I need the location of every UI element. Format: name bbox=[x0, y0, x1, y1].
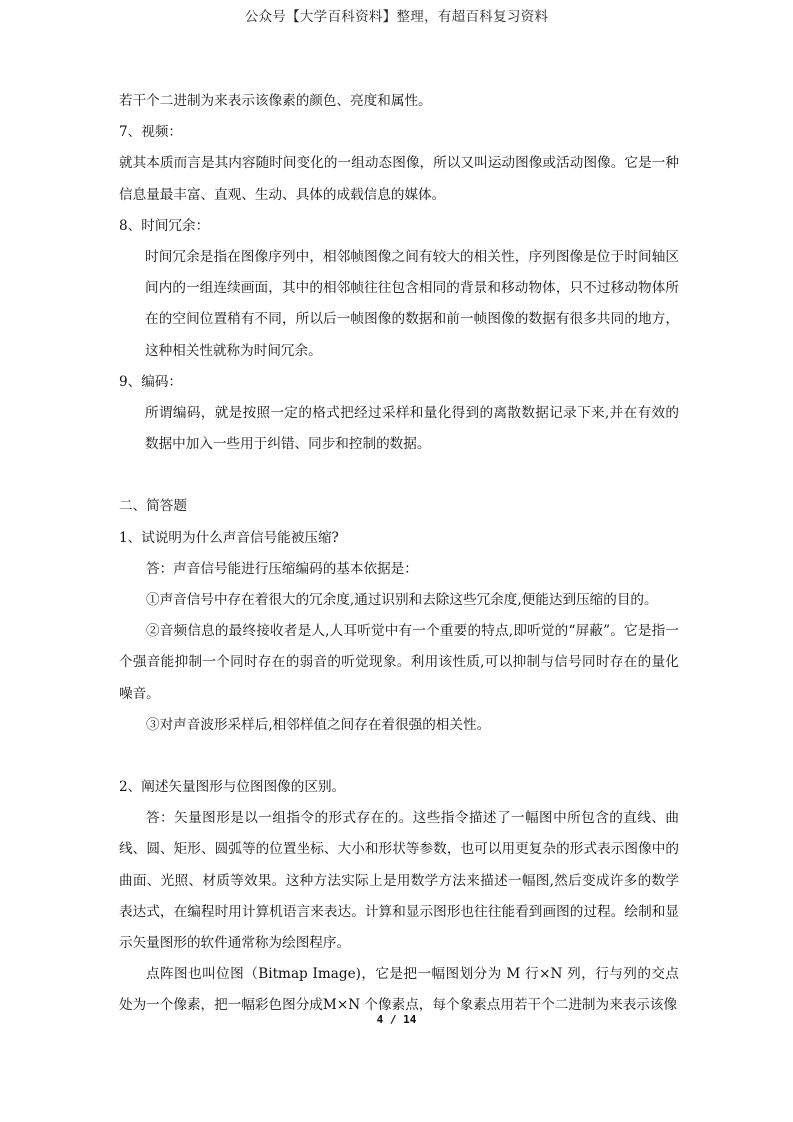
section2-title: 二、简答题 bbox=[119, 498, 187, 515]
item7-title: 7、视频： bbox=[119, 124, 183, 141]
q1-point1: ①声音信号中存在着很大的冗余度,通过识别和去除这些冗余度,便能达到压缩的目的。 bbox=[146, 592, 658, 609]
q1-question: 1、试说明为什么声音信号能被压缩? bbox=[119, 529, 339, 546]
q2-question: 2、阐述矢量图形与位图图像的区别。 bbox=[119, 779, 346, 796]
item9-title: 9、编码： bbox=[119, 373, 183, 390]
document-body bbox=[119, 86, 679, 1022]
q1-answer-intro: 答：声音信号能进行压缩编码的基本依据是： bbox=[146, 560, 418, 577]
item8-body: 时间冗余是指在图像序列中，相邻帧图像之间有较大的相关性，序列图像是位于时间轴区间内的一组连续画面，其中的相邻帧往往包含相同的背景和移动物体，只不过移动物体所在的空间位置稍有不同，所以后一帧图像的数据和前一帧图像的数据有很多共同的地方，这种相关性就称为时间冗余。 bbox=[145, 249, 679, 359]
spacer bbox=[119, 460, 679, 491]
page-header: 公众号【大学百科资料】整理，有超百科复习资料 bbox=[244, 9, 549, 25]
page-number: 4 / 14 bbox=[376, 1013, 417, 1026]
continuation-line: 若干个二进制为来表示该像素的颜色、亮度和属性。 bbox=[119, 93, 432, 109]
item9-body: 所谓编码，就是按照一定的格式把经过采样和量化得到的离散数据记录下来,并在有效的数据中加入一些用于纠错、同步和控制的数据。 bbox=[145, 405, 679, 453]
q2-answer-p1: 答：矢量图形是以一组指令的形式存在的。这些指令描述了一幅图中所包含的直线、曲线、圆、矩形、圆弧等的位置坐标、大小和形状等参数，也可以用更复杂的形式表示图像中的曲面、光照、材质等效果。这种方法实际上是用数学方法来描述一幅图,然后变成许多的数学表达式，在编程时用计算机语言来表达。计算和显示图形也往往能看到画图的过程。绘制和显示矢量图形的软件通常称为绘图程序。 bbox=[119, 810, 679, 952]
item7-body: 就其本质而言是其内容随时间变化的一组动态图像，所以又叫运动图像或活动图像。它是一种信息量最丰富、直观、生动、具体的成载信息的媒体。 bbox=[119, 155, 679, 203]
q1-point2: ②音频信息的最终接收者是人,人耳听觉中有一个重要的特点,即听觉的“屏蔽”。它是指一个强音能抑制一个同时存在的弱音的听觉现象。利用该性质,可以抑制与信号同时存在的量化噪音。 bbox=[119, 623, 679, 702]
item8-title: 8、时间冗余： bbox=[119, 217, 210, 234]
q2-answer-p2: 点阵图也叫位图（Bitmap Image)，它是把一幅图划分为 M 行×N 列，行与列的交点处为一个像素，把一幅彩色图分成M×N 个像素点，每个象素点用若干个二进制为来表示该像 bbox=[119, 966, 679, 1014]
spacer bbox=[119, 741, 679, 772]
q1-point3: ③对声音波形采样后,相邻样值之间存在着很强的相关性。 bbox=[146, 716, 491, 733]
